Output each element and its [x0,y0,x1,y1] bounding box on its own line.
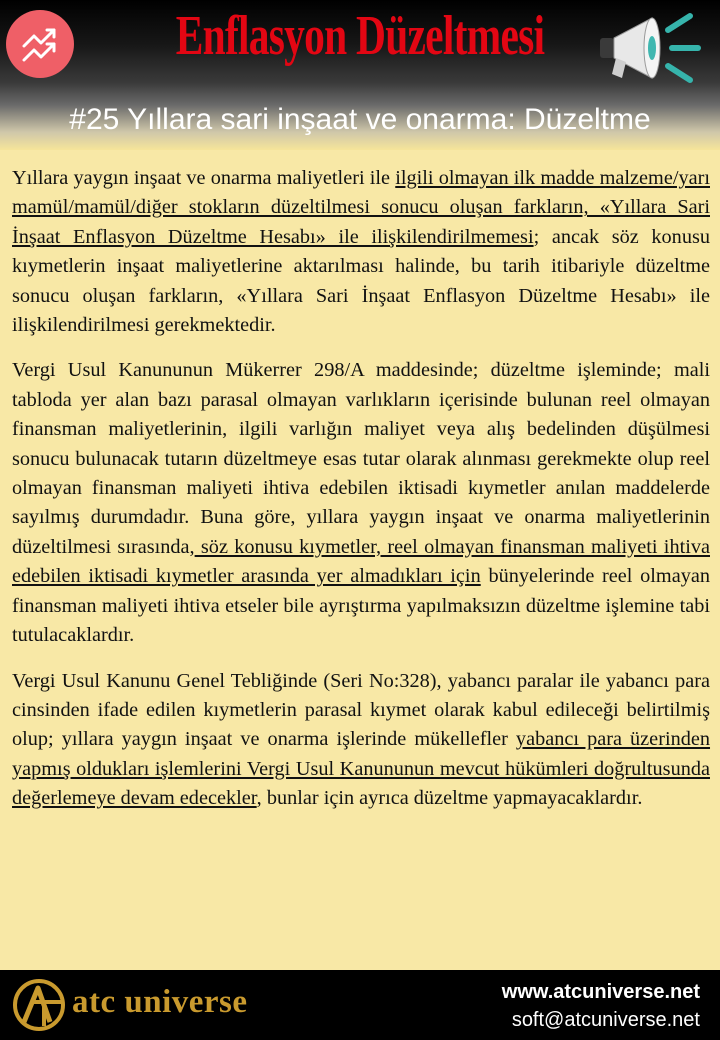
header-banner [0,0,720,150]
text-segment: ; ancak söz konusu kıymetlerin inşaat maliyetlerine aktarılması halinde, bu tarih itibariyle düzeltme sonucu oluşan farkların, «Yıllara Sari İnşaat Enflasyon Düzeltme Hesabı» ile ilişkilendirilmesi gerekmektedir. [12,225,710,337]
email-link[interactable]: soft@atcuniverse.net [511,1009,700,1031]
text-segment: Vergi Usul Kanunu Genel Tebliğinde (Seri No:328), yabancı paralar ile yabancı para cinsinden ifade edilen kıymetlerin parasal kıymet olarak kabul edileceği belirtilmiş olup; yıllara yaygın inşaat ve onarma işlerinde mükellefler [12,669,710,751]
contact-info [502,978,700,1034]
text-segment: bünyelerinde reel olmayan finansman maliyeti ihtiva etseler bile ayrıştırma yapılmaksızın düzeltme işlemine tabi tutulacaklardır. [12,565,710,647]
text-segment: Vergi Usul Kanununun Mükerrer 298/A maddesinde; düzeltme işleminde; mali tabloda yer alan bazı parasal olmayan varlıkların içerisinde bulunan reel olmayan finansman maliyetlerinin, ilgili varlığın maliyet veya alış bedelinden düşülmesi sonucu bulunacak tutarın düzeltmeye esas tutar olarak alınması gerekmekte olup reel olmayan finansman maliyeti ihtiva edebilen iktisadi kıymetler anılan maddelerde sayılmış durumdadır. Buna göre, yıllara yaygın inşaat ve onarma maliyetlerinin düzeltilmesi sırasında, [12,359,710,558]
brand-name: atc universe [72,984,248,1020]
paragraph [12,667,710,814]
megaphone-icon [594,8,704,88]
page-title: Enflasyon Düzeltmesi [175,5,545,67]
atc-logo-icon [10,976,68,1034]
underlined-text: yabancı para üzerinden yapmış oldukları işlemlerini Vergi Usul Kanununun mevcut hükümleri doğrultusunda değerlemeye devam edecekler [12,728,711,810]
paragraph [12,164,710,340]
paragraph [12,356,710,650]
page-subtitle: #25 Yıllara sari inşaat ve onarma: Düzeltme [69,103,651,136]
website-link[interactable]: www.atcuniverse.net [501,981,700,1003]
underlined-text: söz konusu kıymetler, reel olmayan finansman maliyeti ihtiva edebilen iktisadi kıymetler arasında yer almadıkları için [12,535,710,588]
text-segment: Yıllara yaygın inşaat ve onarma maliyetleri ile [12,167,396,189]
footer [0,970,720,1040]
article-body [12,164,710,830]
underlined-text: ilgili olmayan ilk madde malzeme/yarı mamül/mamül/diğer stokların düzeltilmesi sonucu oluşan farkların, «Yıllara Sari İnşaat Enflasyon Düzeltme Hesabı» ile ilişkilendirilmemesi [12,167,710,248]
text-segment: , bunlar için ayrıca düzeltme yapmayacaklardır. [256,787,643,810]
trend-up-icon [6,10,74,78]
